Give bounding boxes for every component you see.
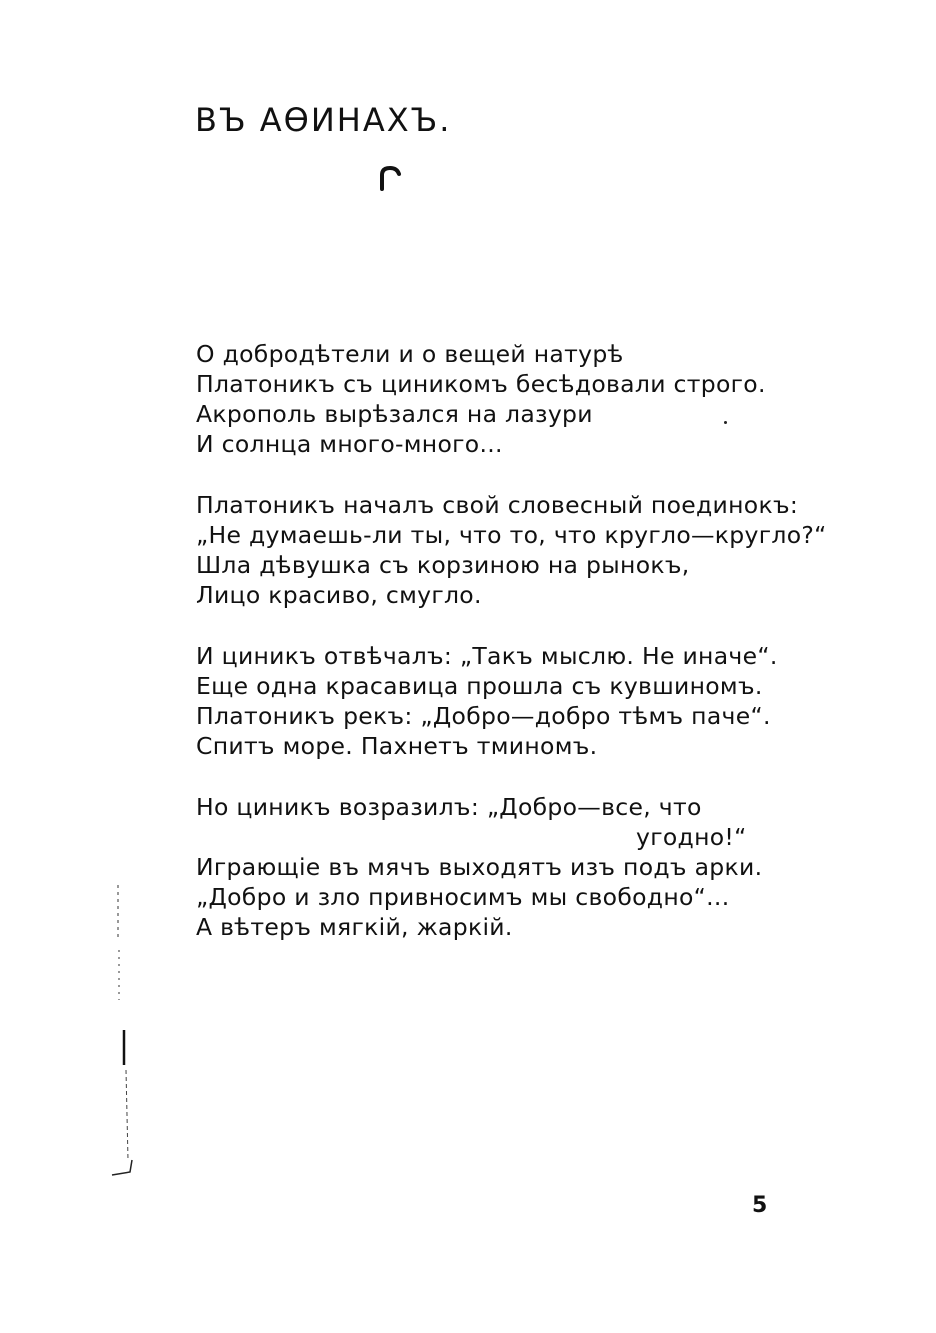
poem-line: Акрополь вырѣзался на лазури (196, 400, 593, 428)
poem-line: О добродѣтели и о вещей натурѣ (196, 340, 624, 368)
poem-line: „Не думаешь-ли ты, что то, что кругло—кругло?“ (196, 521, 827, 549)
poem-line: Шла дѣвушка съ корзиною на рынокъ, (196, 551, 690, 579)
poem-line: Спитъ море. Пахнетъ тминомъ. (196, 732, 598, 760)
margin-scan-mark (108, 880, 138, 1180)
ornament-mark (378, 165, 402, 191)
poem-title: ВЪ АѲИНАХЪ. (195, 101, 452, 139)
poem-line: Играющіе въ мячъ выходятъ изъ подъ арки. (196, 853, 763, 881)
poem-line: Платоникъ рекъ: „Добро—добро тѣмъ паче“. (196, 702, 771, 730)
stanza-4 (196, 792, 827, 942)
poem-line: Но циникъ возразилъ: „Добро—все, что (196, 793, 702, 821)
poem-line: А вѣтеръ мягкій, жаркій. (196, 913, 513, 941)
print-speck (724, 421, 727, 424)
stanza-2 (196, 490, 827, 610)
poem-line: Еще одна красавица прошла съ кувшиномъ. (196, 672, 763, 700)
poem-line: Платоникъ съ циникомъ бесѣдовали строго. (196, 370, 766, 398)
page-number: 5 (752, 1193, 768, 1218)
stanza-1 (196, 339, 827, 459)
poem-line: „Добро и зло привносимъ мы свободно“... (196, 883, 730, 911)
poem-line: И циникъ отвѣчалъ: „Такъ мыслю. Не иначе“. (196, 642, 778, 670)
poem-line: И солнца много-много... (196, 430, 503, 458)
poem-line-continuation: угодно!“ (636, 823, 747, 851)
poem-line: Лицо красиво, смугло. (196, 581, 482, 609)
stanza-3 (196, 641, 827, 761)
poem-line: Платоникъ началъ свой словесный поединокъ: (196, 491, 799, 519)
poem-body (196, 339, 827, 973)
